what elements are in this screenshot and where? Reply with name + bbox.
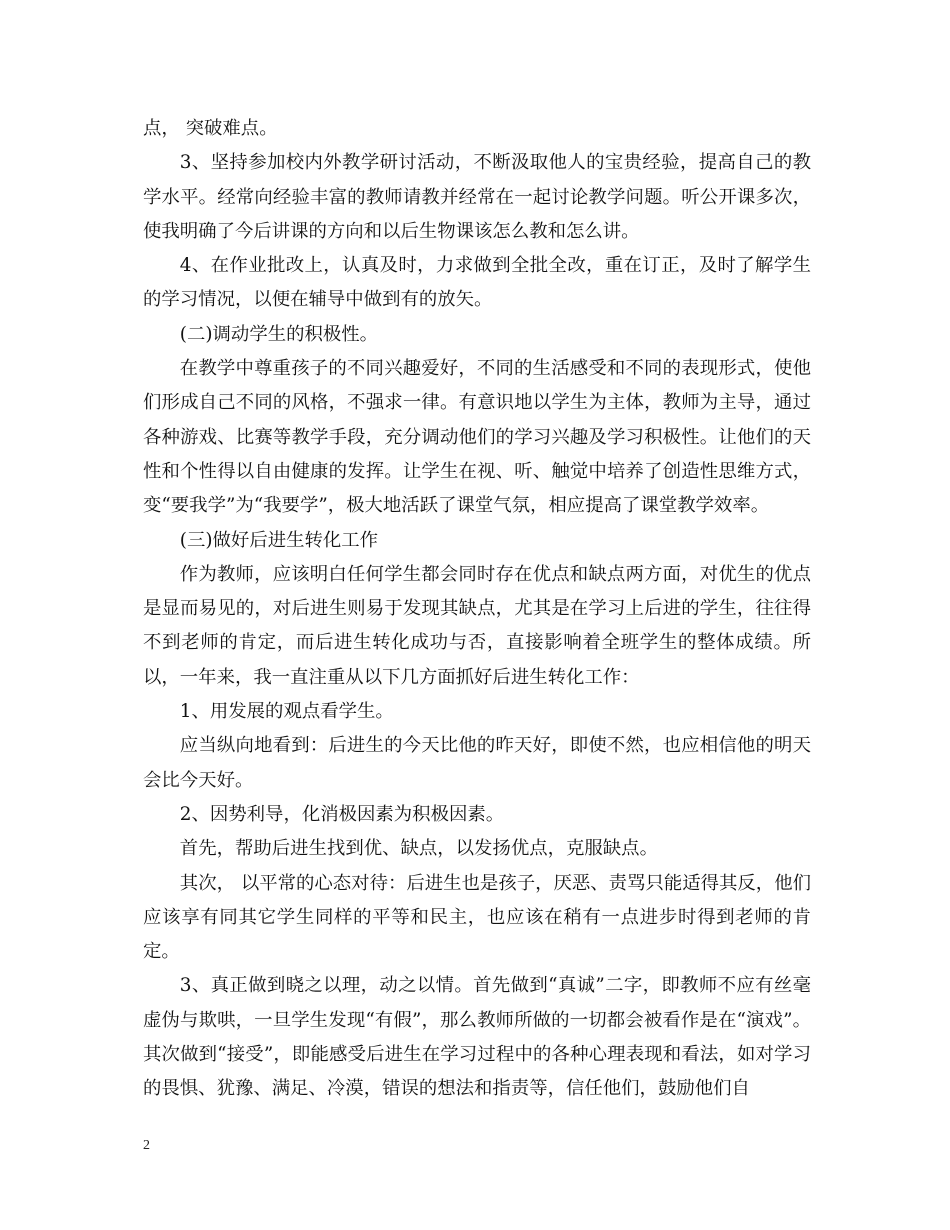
paragraph-11: 首先，帮助后进生找到优、缺点，以发扬优点，克服缺点。 bbox=[179, 838, 658, 860]
paragraph-2: 3、坚持参加校内外教学研讨活动，不断汲取他人的宝贵经验，提高自己的教学水平。经常向经验丰富的教师请教并经常在一起讨论教学问题。听公开课多次，使我明确了今后讲课的方向和以后生物课该怎么教和怎么讲。 bbox=[143, 152, 811, 242]
paragraph-7: 作为教师，应该明白任何学生都会同时存在优点和缺点两方面，对优生的优点是显而易见的，对后进生则易于发现其缺点，尤其是在学习上后进的学生，往往得不到老师的肯定，而后进生转化成功与否，直接影响着全班学生的整体成绩。所以，一年来，我一直注重从以下几方面抓好后进生转化工作： bbox=[143, 563, 811, 688]
document-body bbox=[143, 112, 811, 1107]
paragraph-5: 在教学中尊重孩子的不同兴趣爱好，不同的生活感受和不同的表现形式，使他们形成自己不同的风格，不强求一律。有意识地以学生为主体，教师为主导，通过各种游戏、比赛等教学手段，充分调动他们的学习兴趣及学习积极性。让他们的天性和个性得以自由健康的发挥。让学生在视、听、触觉中培养了创造性思维方式，变“要我学”为“我要学”，极大地活跃了课堂气氛，相应提高了课堂教学效率。 bbox=[143, 358, 811, 517]
paragraph-1: 点， 突破难点。 bbox=[143, 118, 278, 139]
paragraph-10: 2、因势利导，化消极因素为积极因素。 bbox=[179, 803, 505, 825]
page-number: 2 bbox=[143, 1138, 150, 1153]
paragraph-8: 1、用发展的观点看学生。 bbox=[179, 701, 394, 723]
paragraph-13: 3、真正做到晓之以理，动之以情。首先做到“真诚”二字，即教师不应有丝毫虚伪与欺哄，一旦学生发现“有假”，那么教师所做的一切都会被看作是在“演戏”。其次做到“接受”，即能感受后进生在学习过程中的各种心理表现和看法，如对学习的畏惧、犹豫、满足、冷漠，错误的想法和指责等，信任他们，鼓励他们自 bbox=[143, 975, 811, 1100]
paragraph-9: 应当纵向地看到：后进生的今天比他的昨天好，即使不然，也应相信他的明天会比今天好。 bbox=[143, 735, 811, 791]
section-heading-3: (三)做好后进生转化工作 bbox=[179, 529, 379, 551]
section-heading-2: (二)调动学生的积极性。 bbox=[179, 323, 379, 345]
paragraph-3: 4、在作业批改上，认真及时，力求做到全批全改，重在订正，及时了解学生的学习情况，以便在辅导中做到有的放矢。 bbox=[143, 255, 811, 311]
paragraph-12: 其次， 以平常的心态对待：后进生也是孩子，厌恶、责骂只能适得其反，他们应该享有同其它学生同样的平等和民主，也应该在稍有一点进步时得到老师的肯定。 bbox=[143, 872, 811, 963]
